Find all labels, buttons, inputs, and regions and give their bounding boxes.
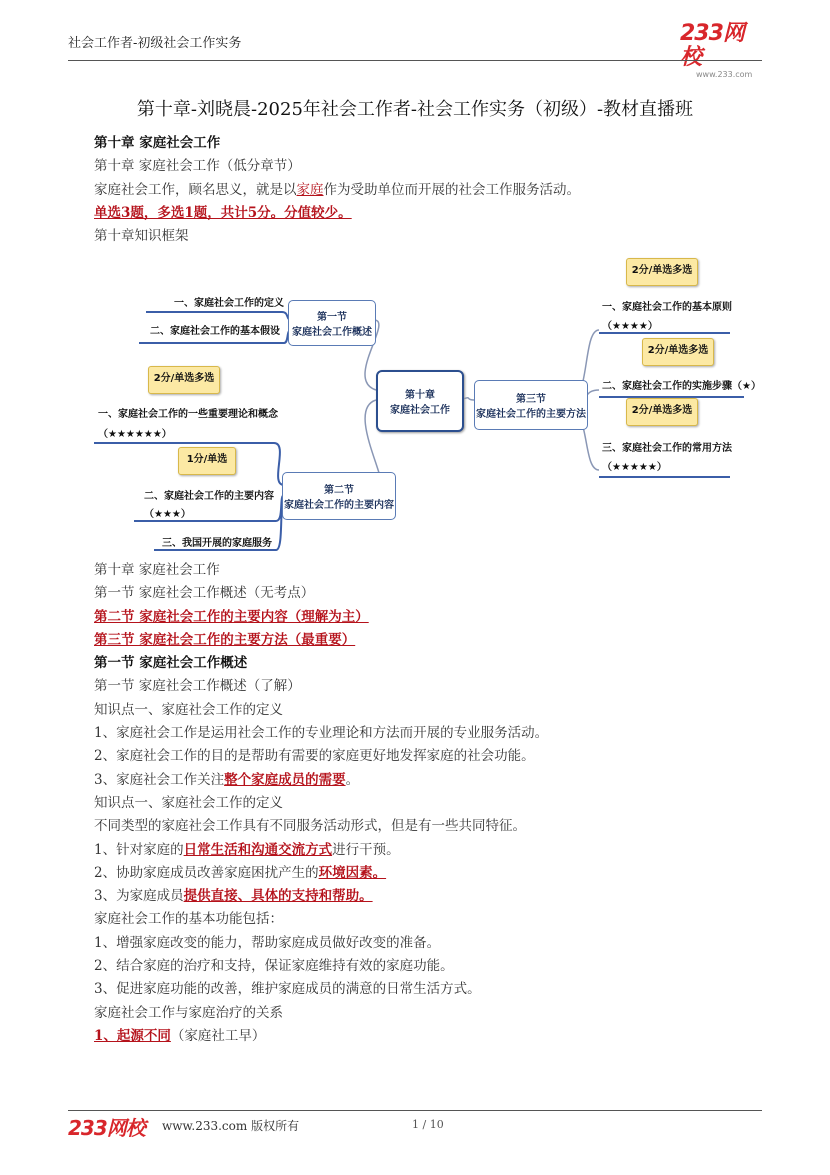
body-line-emphasis: 第二节 家庭社会工作的主要内容（理解为主） — [94, 608, 369, 625]
score-tag-s3-methods: 2分/单选多选 — [626, 398, 698, 426]
s3-item-steps: 二、家庭社会工作的实施步骤（★） — [602, 381, 761, 392]
body-line: 1、增强家庭改变的能力，帮助家庭成员做好改变的准备。 — [94, 934, 441, 951]
s2-item-services: 三、我国开展的家庭服务 — [162, 538, 272, 549]
logo-text: 233网校 — [680, 21, 744, 70]
s3-item-principles: 一、家庭社会工作的基本原则 — [602, 302, 732, 313]
body-line: 1、起源不同（家庭社工早） — [94, 1027, 266, 1044]
body-line: 家庭社会工作与家庭治疗的关系 — [94, 1004, 283, 1021]
page-number: 1 / 10 — [412, 1118, 444, 1131]
body-line: 第一节 家庭社会工作概述（无考点） — [94, 585, 315, 602]
header-doc-title: 社会工作者-初级社会工作实务 — [68, 36, 242, 51]
body-line: 2、协助家庭成员改善家庭困扰产生的环境因素。 — [94, 864, 387, 881]
body-text — [94, 559, 774, 1048]
body-line: 3、促进家庭功能的改善，维护家庭成员的满意的日常生活方式。 — [94, 981, 481, 998]
s1-item-assumptions: 二、家庭社会工作的基本假设 — [150, 326, 280, 337]
body-line-emphasis: 第三节 家庭社会工作的主要方法（最重要） — [94, 631, 356, 648]
body-line: 3、为家庭成员提供直接、具体的支持和帮助。 — [94, 888, 373, 905]
score-tag-s2-content: 1分/单选 — [178, 447, 236, 475]
header-divider — [68, 60, 762, 61]
footer-divider — [68, 1110, 762, 1111]
score-note: 单选3题，多选1题，共计5分。分值较少。 — [94, 204, 352, 221]
section-heading: 第一节 家庭社会工作概述 — [94, 655, 248, 672]
body-line: 第十章 家庭社会工作 — [94, 562, 220, 578]
intro-block — [94, 132, 774, 248]
chapter-subheading: 第十章 家庭社会工作（低分章节） — [94, 158, 301, 175]
footer-logo[interactable]: 233网校 — [68, 1116, 145, 1140]
chapter-center-node[interactable]: 第十章 家庭社会工作 — [376, 370, 464, 432]
page-title: 第十章-刘晓晨-2025年社会工作者-社会工作实务（初级）-教材直播班 — [136, 99, 694, 120]
score-tag-s3-steps: 2分/单选多选 — [642, 338, 714, 366]
body-line: 3、家庭社会工作关注整个家庭成员的需要。 — [94, 771, 360, 788]
body-line: 第一节 家庭社会工作概述（了解） — [94, 678, 301, 695]
s2-item-theory-stars: （★★★★★★） — [98, 429, 172, 440]
framework-label: 第十章知识框架 — [94, 228, 189, 245]
section2-node[interactable]: 第二节 家庭社会工作的主要内容 — [282, 472, 396, 520]
s2-item-content: 二、家庭社会工作的主要内容 — [144, 491, 274, 502]
s3-item-methods: 三、家庭社会工作的常用方法 — [602, 443, 732, 454]
body-line: 知识点一、家庭社会工作的定义 — [94, 701, 283, 718]
body-line: 家庭社会工作的基本功能包括： — [94, 911, 283, 928]
footer-copyright: www.233.com 版权所有 — [162, 1119, 300, 1133]
body-line: 不同类型的家庭社会工作具有不同服务活动形式，但是有一些共同特征。 — [94, 818, 526, 835]
s2-item-content-stars: （★★★） — [144, 509, 191, 520]
section1-node[interactable]: 第一节 家庭社会工作概述 — [288, 300, 376, 346]
highlight-family: 家庭 — [296, 181, 324, 198]
chapter-heading: 第十章 家庭社会工作 — [94, 135, 221, 151]
brand-logo[interactable] — [680, 21, 764, 79]
body-line: 1、针对家庭的日常生活和沟通交流方式进行干预。 — [94, 841, 400, 858]
body-line: 知识点一、家庭社会工作的定义 — [94, 794, 283, 811]
knowledge-mindmap — [94, 250, 761, 560]
s2-item-theory: 一、家庭社会工作的一些重要理论和概念 — [98, 409, 278, 420]
score-tag-s3-principles: 2分/单选多选 — [626, 258, 698, 286]
chapter-definition: 家庭社会工作，顾名思义，就是以家庭作为受助单位而开展的社会工作服务活动。 — [94, 181, 580, 198]
section3-node[interactable]: 第三节 家庭社会工作的主要方法 — [474, 380, 588, 430]
body-line: 2、家庭社会工作的目的是帮助有需要的家庭更好地发挥家庭的社会功能。 — [94, 748, 535, 765]
score-tag-s2-theory: 2分/单选多选 — [148, 366, 220, 394]
s3-item-methods-stars: （★★★★★） — [602, 462, 667, 473]
s1-item-definition: 一、家庭社会工作的定义 — [174, 298, 284, 309]
body-line: 2、结合家庭的治疗和支持，保证家庭维持有效的家庭功能。 — [94, 958, 454, 975]
s3-item-principles-stars: （★★★★） — [602, 321, 658, 332]
body-line: 1、家庭社会工作是运用社会工作的专业理论和方法而开展的专业服务活动。 — [94, 725, 549, 742]
logo-url: www.233.com — [696, 70, 753, 79]
